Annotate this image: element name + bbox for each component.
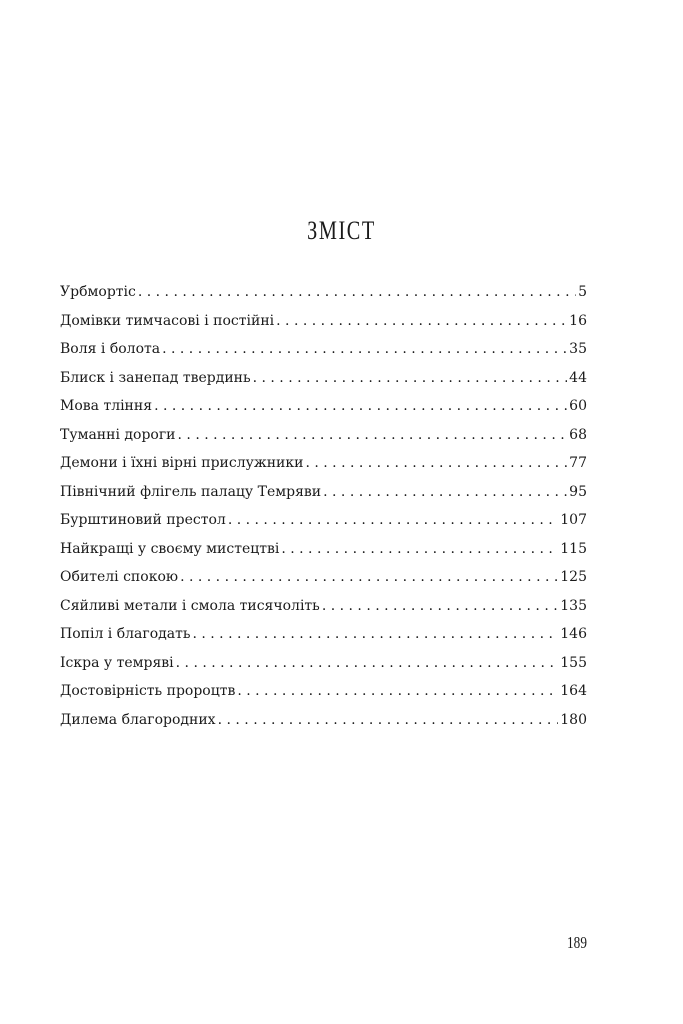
dot-leader bbox=[180, 569, 558, 585]
toc-entry-page: 115 bbox=[560, 540, 587, 557]
page-number: 189 bbox=[567, 933, 587, 952]
dot-leader bbox=[276, 313, 567, 329]
toc-entry-page: 95 bbox=[569, 483, 587, 500]
dot-leader bbox=[192, 626, 558, 642]
toc-entry[interactable] bbox=[60, 284, 587, 313]
toc-entry-title: Блиск і занепад твердинь bbox=[60, 369, 251, 386]
toc-entry[interactable] bbox=[60, 341, 587, 370]
dot-leader bbox=[218, 712, 559, 728]
toc-entry-page: 35 bbox=[569, 341, 587, 357]
table-of-contents bbox=[60, 284, 587, 740]
dot-leader bbox=[178, 427, 568, 443]
toc-entry[interactable] bbox=[60, 455, 587, 484]
toc-entry-title: Демони і їхні вірні прислужники bbox=[60, 455, 304, 471]
toc-entry-page: 107 bbox=[560, 512, 587, 528]
toc-entry[interactable] bbox=[60, 598, 587, 627]
toc-entry[interactable] bbox=[60, 484, 587, 513]
toc-entry-title: Домівки тимчасові і постійні bbox=[60, 312, 275, 329]
toc-entry-page: 146 bbox=[560, 626, 587, 642]
toc-entry-title: Обителі спокою bbox=[60, 569, 179, 585]
toc-entry-page: 16 bbox=[569, 312, 587, 329]
toc-entry-title: Сяйливі метали і смола тисячоліть bbox=[60, 597, 320, 614]
toc-entry[interactable] bbox=[60, 683, 587, 712]
dot-leader bbox=[138, 284, 576, 300]
dot-leader bbox=[305, 455, 567, 471]
toc-entry[interactable] bbox=[60, 427, 587, 456]
toc-entry-title: Дилема благородних bbox=[60, 711, 216, 728]
toc-entry-title: Достовірність пророцтв bbox=[60, 683, 236, 699]
toc-entry[interactable] bbox=[60, 512, 587, 541]
toc-entry[interactable] bbox=[60, 370, 587, 399]
toc-entry-title: Найкращі у своєму мистецтві bbox=[60, 540, 280, 557]
toc-entry-title: Північний флігель палацу Темряви bbox=[60, 483, 322, 500]
dot-leader bbox=[237, 683, 558, 699]
dot-leader bbox=[281, 541, 558, 557]
toc-entry[interactable] bbox=[60, 626, 587, 655]
dot-leader bbox=[228, 512, 558, 528]
toc-entry-title: Воля і болота bbox=[60, 341, 161, 357]
toc-entry-title: Урбмортіс bbox=[60, 284, 136, 300]
dot-leader bbox=[322, 598, 558, 614]
toc-entry[interactable] bbox=[60, 569, 587, 598]
toc-entry-title: Попіл і благодать bbox=[60, 626, 191, 642]
toc-entry-page: 135 bbox=[560, 597, 587, 614]
toc-entry-page: 77 bbox=[569, 455, 587, 471]
toc-entry-title: Туманні дороги bbox=[60, 426, 176, 443]
toc-entry-page: 44 bbox=[569, 369, 587, 386]
dot-leader bbox=[253, 370, 568, 386]
toc-entry[interactable] bbox=[60, 655, 587, 684]
dot-leader bbox=[154, 398, 567, 414]
toc-entry-page: 60 bbox=[569, 398, 587, 414]
toc-entry[interactable] bbox=[60, 398, 587, 427]
toc-entry-page: 125 bbox=[560, 569, 587, 585]
toc-entry-page: 155 bbox=[560, 654, 587, 671]
toc-entry[interactable] bbox=[60, 313, 587, 342]
toc-entry-title: Іскра у темряві bbox=[60, 654, 174, 671]
dot-leader bbox=[323, 484, 567, 500]
toc-entry-page: 180 bbox=[560, 711, 587, 728]
toc-entry[interactable] bbox=[60, 712, 587, 741]
toc-entry-title: Бурштиновий престол bbox=[60, 512, 226, 528]
dot-leader bbox=[162, 341, 567, 357]
toc-entry-title: Мова тління bbox=[60, 398, 153, 414]
dot-leader bbox=[176, 655, 559, 671]
toc-entry-page: 164 bbox=[560, 683, 587, 699]
toc-entry-page: 5 bbox=[578, 284, 587, 300]
toc-entry[interactable] bbox=[60, 541, 587, 570]
page-title: ЗМІСТ bbox=[307, 216, 376, 245]
toc-entry-page: 68 bbox=[569, 426, 587, 443]
